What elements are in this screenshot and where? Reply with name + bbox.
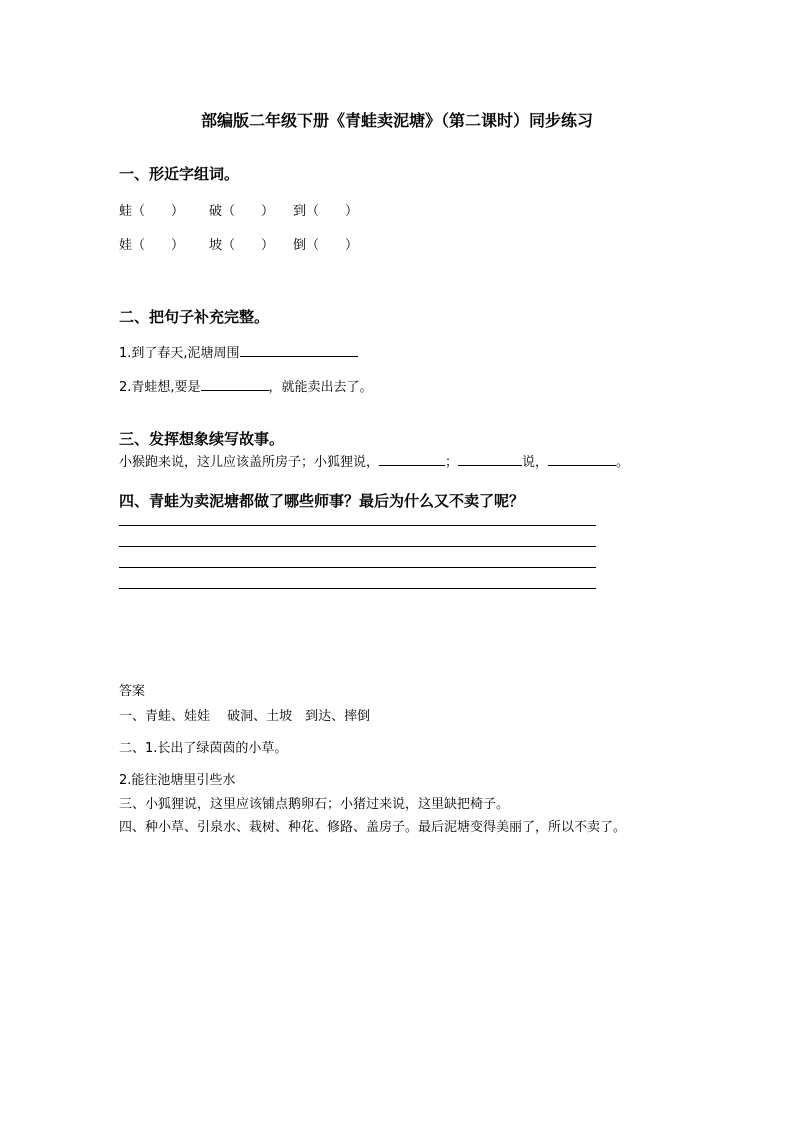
answer-3: 三、小狐狸说，这里应该铺点鹅卵石；小猪过来说，这里缺把椅子。 xyxy=(119,797,510,812)
section3-text xyxy=(119,451,629,470)
item2-suffix: ，就能卖出去了。 xyxy=(268,380,373,395)
word-blank: 蛙（ ） xyxy=(119,204,185,219)
word-blank: 破（ ） xyxy=(209,204,275,219)
fill-blank[interactable] xyxy=(201,378,269,391)
fill-blank[interactable] xyxy=(458,453,522,466)
section2-item2 xyxy=(119,376,373,395)
section2-item1 xyxy=(119,342,358,361)
word-blank: 到（ ） xyxy=(293,204,359,219)
writing-line[interactable] xyxy=(119,567,596,568)
writing-line[interactable] xyxy=(119,588,596,589)
page-title: 部编版二年级下册《青蛙卖泥塘》（第二课时）同步练习 xyxy=(200,111,593,130)
section1-row1 xyxy=(119,200,358,219)
story-text-a: 小猴跑来说，这儿应该盖所房子；小狐狸说， xyxy=(119,455,380,470)
story-text-c: 说， xyxy=(522,455,549,470)
section4-heading: 四、青蛙为卖泥塘都做了哪些师事？最后为什么又不卖了呢？ xyxy=(119,492,525,510)
fill-blank[interactable] xyxy=(240,344,358,357)
answer-2-1: 二、1.长出了绿茵茵的小草。 xyxy=(119,741,288,756)
word-blank: 娃（ ） xyxy=(119,238,185,253)
answer-1: 一、青蛙、娃娃 破洞、土坡 到达、摔倒 xyxy=(119,709,371,724)
writing-line[interactable] xyxy=(119,525,596,526)
story-text-b: ； xyxy=(445,455,459,470)
writing-line[interactable] xyxy=(119,546,596,547)
answer-4: 四、种小草、引泉水、栽树、种花、修路、盖房子。最后泥塘变得美丽了，所以不卖了。 xyxy=(119,820,627,835)
fill-blank[interactable] xyxy=(548,453,616,466)
section1-row2 xyxy=(119,234,358,253)
story-text-d: 。 xyxy=(616,455,630,470)
item1-text: 1.到了春天,泥塘周围 xyxy=(119,346,240,361)
word-blank: 倒（ ） xyxy=(293,238,359,253)
section2-heading: 二、把句子补充完整。 xyxy=(119,308,270,326)
section3-heading: 三、发挥想象续写故事。 xyxy=(119,430,285,448)
answers-label: 答案 xyxy=(119,684,146,699)
section1-heading: 一、形近字组词。 xyxy=(119,165,240,183)
fill-blank[interactable] xyxy=(379,453,445,466)
word-blank: 坡（ ） xyxy=(209,238,275,253)
item2-prefix: 2.青蛙想,要是 xyxy=(119,380,201,395)
answer-2-2: 2.能往池塘里引些水 xyxy=(119,773,236,788)
